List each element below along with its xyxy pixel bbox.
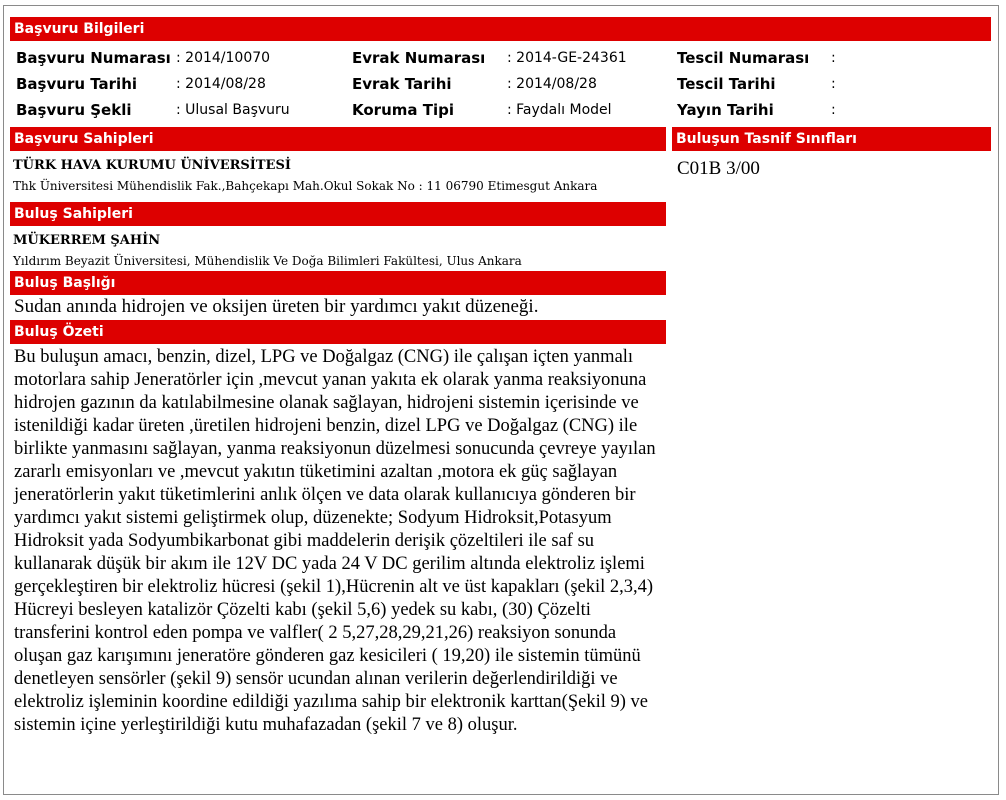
value-basvuru-numarasi: : 2014/10070 bbox=[176, 50, 271, 66]
applicant-address: Thk Üniversitesi Mühendislik Fak.,Bahçekapı Mah.Okul Sokak No : 11 06790 Etimesgut Ankara bbox=[13, 179, 598, 193]
section-header-tasnif: Buluşun Tasnif Sınıfları bbox=[672, 127, 991, 151]
label-basvuru-tarihi: Başvuru Tarihi bbox=[16, 75, 138, 93]
value-tescil-tarihi: : bbox=[831, 76, 836, 92]
value-yayin-tarihi: : bbox=[831, 102, 836, 118]
label-tescil-numarasi: Tescil Numarası bbox=[677, 49, 810, 67]
invention-abstract: Bu buluşun amacı, benzin, dizel, LPG ve Doğalgaz (CNG) ile çalışan içten yanmalı motorlara sahip Jeneratörler için ,mevcut yanan yakıta ek olarak yanma reaksiyonuna hidrojen gazının da katılabilmesine olanak sağlayan, hidrojeni sistemin içerisinde ve istenildiği kadar üreten ,üretilen hidrojeni benzin, dizel LPG ve Doğalgaz (CNG) ile birlikte yanmasını sağlayan, yanma reaksiyonun düzelmesi sonucunda çevreye yayılan zararlı emisyonları ve ,mevcut yakıtın tüketimini azaltan ,motora ek güç sağlayan jeneratörlerin yakıt tüketimlerini anlık ölçen ve data olarak kullanıcıya gönderen bir yardımcı yakıt sistemi geliştirmek olup, düzenekte; Sodyum Hidroksit,Potasyum Hidroksit yada Sodyumbikarbonat gibi maddelerin derişik çözeltileri ile saf su kullanarak düşük bir akım ile 12V DC yada 24 V DC gerilim altında elektroliz işlemi gerçekleştiren bir elektroliz hücresi (şekil 1),Hücrenin alt ve üst kapakları (şekil 2,3,4) Hücreyi besleyen katalizör Çözelti kabı (şekil 5,6) yedek su kabı, (30) Çözelti transferini kontrol eden pompa ve valfler( 2 5,27,28,29,21,26) reaksiyon sonunda oluşan gaz karışımını jeneratöre gönderen gaz kesicileri ( 19,20) ile sistemin tümünü denetleyen sensörler (şekil 9) sensör ucundan alınan verilerin değerlendirildiği ve elektroliz işleminin koordine edildiği yazılıma sahip bir elektronik karttan(Şekil 9) ve sistemin içine yerleştirildiği kutu muhafazadan (şekil 7 ve 8) oluşur. bbox=[14, 347, 656, 735]
value-evrak-numarasi: : 2014-GE-24361 bbox=[507, 50, 627, 66]
applicant-name: TÜRK HAVA KURUMU ÜNİVERSİTESİ bbox=[13, 158, 291, 173]
invention-title: Sudan anında hidrojen ve oksijen üreten bir yardımcı yakıt düzeneği. bbox=[14, 296, 539, 317]
section-header-bulus-sahipleri: Buluş Sahipleri bbox=[10, 202, 666, 226]
value-koruma-tipi: : Faydalı Model bbox=[507, 102, 612, 118]
value-tescil-numarasi: : bbox=[831, 50, 836, 66]
label-koruma-tipi: Koruma Tipi bbox=[352, 101, 454, 119]
section-header-bulus-ozeti: Buluş Özeti bbox=[10, 320, 666, 344]
label-basvuru-numarasi: Başvuru Numarası bbox=[16, 49, 171, 67]
value-basvuru-sekli: : Ulusal Başvuru bbox=[176, 102, 290, 118]
label-basvuru-sekli: Başvuru Şekli bbox=[16, 101, 132, 119]
section-header-basvuru-sahipleri: Başvuru Sahipleri bbox=[10, 127, 666, 151]
inventor-name: MÜKERREM ŞAHİN bbox=[13, 233, 161, 248]
value-evrak-tarihi: : 2014/08/28 bbox=[507, 76, 597, 92]
section-header-basvuru-bilgileri: Başvuru Bilgileri bbox=[10, 17, 991, 41]
inventor-address: Yıldırım Beyazit Üniversitesi, Mühendislik Ve Doğa Bilimleri Fakültesi, Ulus Ankara bbox=[13, 254, 522, 268]
label-tescil-tarihi: Tescil Tarihi bbox=[677, 75, 776, 93]
classification-value: C01B 3/00 bbox=[677, 158, 760, 179]
label-evrak-tarihi: Evrak Tarihi bbox=[352, 75, 452, 93]
label-evrak-numarasi: Evrak Numarası bbox=[352, 49, 486, 67]
label-yayin-tarihi: Yayın Tarihi bbox=[677, 101, 774, 119]
section-header-bulus-basligi: Buluş Başlığı bbox=[10, 271, 666, 295]
value-basvuru-tarihi: : 2014/08/28 bbox=[176, 76, 266, 92]
